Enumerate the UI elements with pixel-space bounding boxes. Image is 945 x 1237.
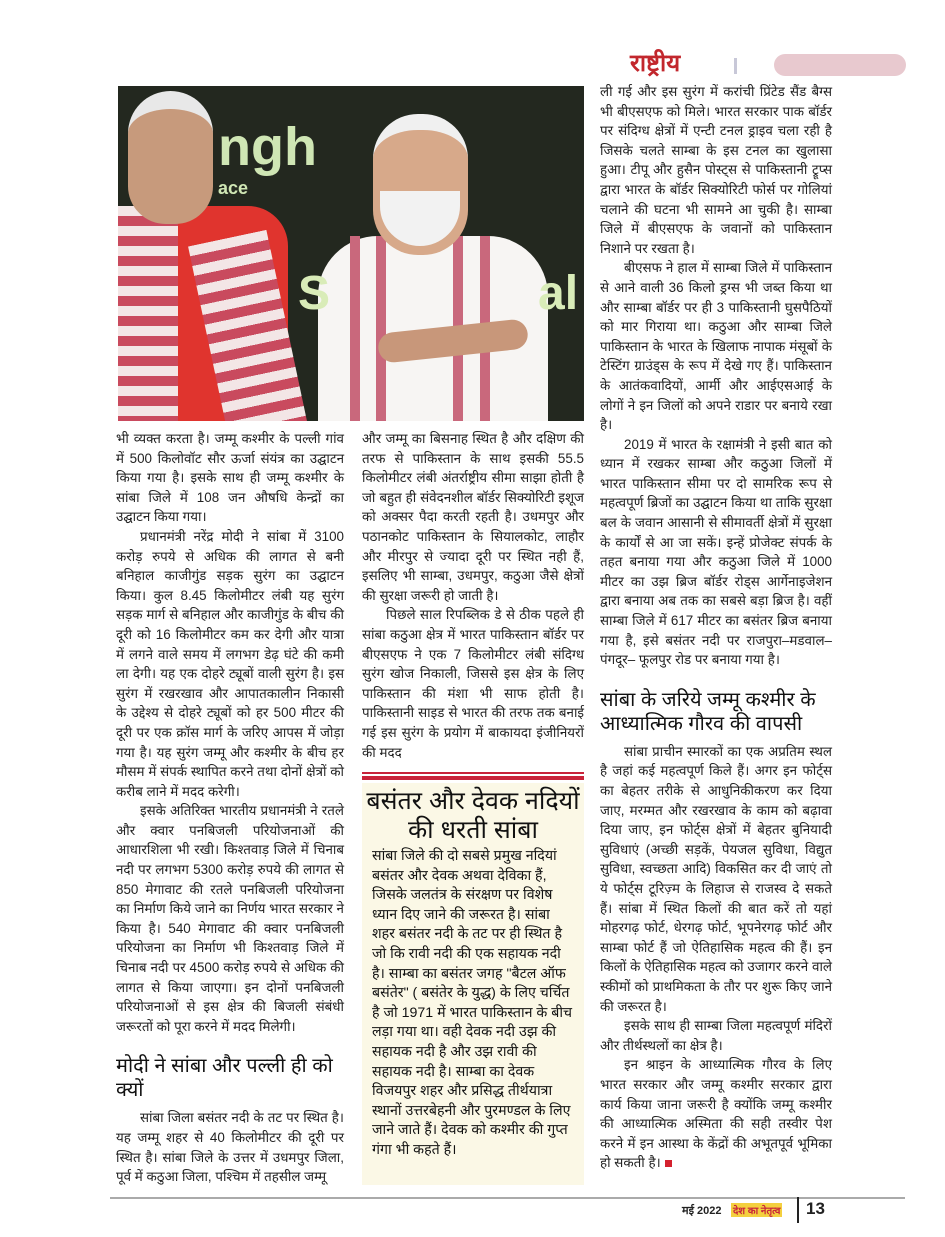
paragraph: बीएसफ ने हाल में साम्बा जिले में पाकिस्तान से आने वाली 36 किलो ड्रग्स भी जब्त किया था और साम्बा बॉर्डर पर ही 3 पाकिस्तानी घुसपैठियों को मार गिराया था। कठुआ और साम्बा जिले पाकिस्तान के भारत के खिलाफ नापाक मंसूबों के टेस्टिंग ग्राउंड्स के रूप में देखे गए हैं। पाकिस्तान के आतंकवादियों, आर्मी और आईएसआई के लोगों ने इन जिलों को अपने राडार पर बनाये रखा है। [600, 260, 832, 433]
left-column [116, 429, 344, 1187]
subheading: सांबा के जरिये जम्मू कश्मीर के आध्यात्मिक गौरव की वापसी [600, 688, 816, 735]
sidebar-box-title: बसंतर और देवक नदियों की धरती सांबा [366, 787, 580, 845]
page-number: 13 [806, 1199, 825, 1218]
box-top-rule [362, 772, 584, 774]
section-label: राष्ट्रीय [630, 50, 681, 77]
footer-rule [110, 1197, 905, 1199]
box-top-rule [362, 776, 584, 780]
header-separator [734, 58, 737, 74]
end-of-article-icon [665, 1160, 672, 1167]
paragraph: सांबा प्राचीन स्मारकों का एक अप्रतिम स्थल है जहां कई महत्वपूर्ण किले हैं। अगर इन फोर्ट्स का बेहतर तरीके से आधुनिकीकरण कर दिया जाए, मरम्मत और रखरखाव के काम को बढ़ावा दिया जाए, इन फोर्ट्स क्षेत्रों में बेहतर बुनियादी सुविधाएं (अच्छी सड़कें, पेयजल सुविधा, विद्युत सुविधा, स्वच्छता आदि) विकसित कर दी जाएं तो ये फोर्ट्स टूरिज़्म के लिहाज से राजस्व दे सकते हैं। सांबा में स्थित किलों की बात करें तो यहां मोहरगढ़ फोर्ट, धेरगढ़ फोर्ट, भूपनेरगढ़ फोर्ट और साम्बा फोर्ट हैं जो ऐतिहासिक महत्व की हैं। इन किलों के ऐतिहासिक महत्व को उजागर करने वाले स्कीमों को प्राथमिकता के तौर पर शुरू किए जाने की जरूरत है। [600, 743, 832, 1014]
paragraph: इसके साथ ही साम्बा जिला महत्वपूर्ण मंदिरों और तीर्थस्थलों का क्षेत्र है। [600, 1018, 832, 1053]
subheading: मोदी ने सांबा और पल्ली ही को क्यों [116, 1055, 333, 1102]
paragraph-text: इन श्राइन के आध्यात्मिक गौरव के लिए भारत सरकार और जम्मू कश्मीर सरकार द्वारा कार्य किया जाना जरूरी है क्योंकि जम्मू कश्मीर की आध्यात्मिक अस्मिता की सही तस्वीर पेश करने में इन आस्था के केंद्रों की अभूतपूर्व भूमिका हो सकती है। [600, 1057, 832, 1171]
paragraph: इसके अतिरिक्त भारतीय प्रधानमंत्री ने रतले और क्वार पनबिजली परियोजनाओं की आधारशिला भी रखी। किश्तवाड़ जिले में चिनाब नदी पर लगभग 5300 करोड़ रुपये की लागत से 850 मेगावाट की रतले पनबिजली परियोजना का निर्माण किये जाने का निर्णय भारत सरकार ने किया है। 540 मेगावाट की क्वार पनबिजली परियोजना का निर्माण भी किश्तवाड़ जिले में चिनाब नदी पर 4500 करोड़ रुपये से अधिक की लागत से किया जाएगा। इन दोनों पनबिजली परियोजनाओं से इस क्षेत्र की बिजली संबंधी जरूरतों को पूरा करने में मदद मिलेगी। [116, 803, 344, 1034]
footer-divider [797, 1197, 799, 1223]
paragraph [600, 1055, 832, 1173]
paragraph: 2019 में भारत के रक्षामंत्री ने इसी बात को ध्यान में रखकर साम्बा और कठुआ जिलों में भारत पाकिस्तान सीमा पर दो सामरिक रूप से महत्वपूर्ण ब्रिजों का उद्घाटन किया था ताकि सुरक्षा बल के जवान आसानी से सीमावर्ती क्षेत्रों में सुरक्षा के कार्यों से आ जा सकें। इन्हें प्रोजेक्ट संपर्क के तहत बनाया गया और कठुआ जिले में 1000 मीटर का उझ ब्रिज बॉर्डर रोड्स आर्गेनाइजेशन द्वारा बनाया अब तक का सबसे बड़ा ब्रिज है। वहीं साम्बा जिले में 617 मीटर का बसंतर ब्रिज बनाया गया है, इसे बसंतर नदी पर राजपुरा–मडवाल–पंगदूर– फूलपुर रोड पर बनाया गया है। [600, 436, 832, 668]
issue-date: मई 2022 [682, 1205, 722, 1217]
photo-stole-stripe [376, 236, 386, 421]
right-column [600, 82, 832, 1173]
paragraph: भी व्यक्त करता है। जम्मू कश्मीर के पल्ली गांव में 500 किलोवॉट सौर ऊर्जा संयंत्र का उद्घाटन किया गया है। इसके साथ ही जम्मू कश्मीर के सांबा जिले में 108 जन औषधि केन्द्रों का उद्घाटन किया गया। [116, 431, 344, 525]
photo-stole-stripe [350, 236, 360, 421]
photo-person-left-head [128, 91, 213, 224]
sidebar-box [362, 783, 584, 1185]
article-photo [118, 86, 584, 421]
paragraph: ली गई और इस सुरंग में करांची प्रिंटेड सैंड बैग्स भी बीएसएफ को मिले। भारत सरकार पाक बॉर्डर पर संदिग्ध क्षेत्रों में एन्टी टनल ड्राइव चला रही है जिसके चलते साम्बा के इस टनल का खुलासा हुआ। टीपू और हुसैन पोस्ट्स से पाकिस्तानी ट्रूप्स द्वारा भारत के बॉर्डर सिक्योरिटी फोर्स पर गोलियां चलाने की घटना भी सामने आ चुकी है। साम्बा जिले में बीएसएफ के जवानों को पाकिस्तान निशाने पर रखता है। [600, 84, 832, 256]
magazine-logo: देश का नेतृत्व [731, 1203, 782, 1217]
header-pill-decoration [774, 54, 906, 76]
middle-column [362, 429, 584, 1185]
paragraph: और जम्मू का बिसनाह स्थित है और दक्षिण की तरफ से पाकिस्तान के साथ इसकी 55.5 किलोमीटर लंबी अंतर्राष्ट्रीय सीमा साझा होती है जो बहुत ही संवेदनशील बॉर्डर सिक्योरिटी इशूज को अक्सर पैदा करती रहती है। उधमपुर और पठानकोट पाकिस्तान के सियालकोट, लाहौर और मीरपुर से ज्यादा दूरी पर स्थित नही हैं, इसलिए भी साम्बा, उधमपुर, कठुआ जैसे क्षेत्रों की सुरक्षा जरूरी हो जाती है। [362, 431, 584, 603]
paragraph: सांबा जिला बसंतर नदी के तट पर स्थित है। यह जम्मू शहर से 40 किलोमीटर की दूरी पर स्थित है। सांबा जिले के उत्तर में उधमपुर जिला, पूर्व में कठुआ जिला, पश्चिम में तहसील जम्मू [116, 1110, 344, 1185]
photo-backdrop-text: S [298, 267, 331, 320]
photo-backdrop-text: ace [218, 178, 249, 198]
photo-scarf [118, 206, 178, 421]
paragraph: पिछले साल रिपब्लिक डे से ठीक पहले ही सांबा कठुआ क्षेत्र में भारत पाकिस्तान बॉर्डर पर बीएसएफ ने एक 7 किलोमीटर लंबी संदिग्ध सुरंग खोज निकाली, जिससे इस क्षेत्र के लिए पाकिस्तान की मंशा भी साफ होती है। पाकिस्तानी साइड से भारत की तरफ तक बनाई गई इस सुरंग के प्रयोग में बाकायदा इंजीनियरों की मदद [362, 607, 584, 760]
photo-backdrop-text: al [538, 267, 579, 320]
photo-backdrop-text: ngh [218, 117, 317, 177]
paragraph: प्रधानमंत्री नरेंद्र मोदी ने सांबा में 3100 करोड़ रुपये से अधिक की लागत से बनी बनिहाल काजीगुंड सड़क सुरंग का उद्घाटन किया। कुल 8.45 किलोमीटर लंबी यह सुरंग सड़क मार्ग से बनिहाल और काजीगुंड के बीच की दूरी को 16 किलोमीटर कम कर देगी और यात्रा में लगने वाले समय में लगभग डेढ़ घंटे की कमी ला देगी। यह एक दोहरे ट्यूबों वाली सुरंग है। इस सुरंग में रखरखाव और आपातकालीन निकासी के उद्देश्य से दोहरे ट्यूबों को हर 500 मीटर की दूरी पर एक क्रॉस मार्ग के जरिए आपस में जोड़ा गया है। यह सुरंग जम्मू और कश्मीर के बीच हर मौसम में संपर्क स्थापित करने तथा दोनों क्षेत्रों को करीब लाने में मदद करेगी। [116, 528, 344, 799]
sidebar-box-body: सांबा जिले की दो सबसे प्रमुख नदियां बसंतर और देवक अथवा देविका हैं, जिसके जलतंत्र के संरक्षण पर विशेष ध्यान दिए जाने की जरूरत है। सांबा शहर बसंतर नदी के तट पर ही स्थित है जो कि रावी नदी की एक सहायक नदी है। साम्बा का बसंतर जगह "बैटल ऑफ बसंतेर" ( बसंतेर के युद्ध) के लिए चर्चित है जो 1971 में भारत पाकिस्तान के बीच लड़ा गया था। वही देवक नदी उझ की सहायक नदी है और उझ रावी की सहायक नदी है। साम्बा का देवक विजयपुर शहर और प्रसिद्ध तीर्थयात्रा स्थानों उत्तरबेहनी और पुरमण्डल के लिए जाने जाते हैं। देवक को कश्मीर की गुप्त गंगा भी कहते हैं। [372, 848, 573, 1158]
